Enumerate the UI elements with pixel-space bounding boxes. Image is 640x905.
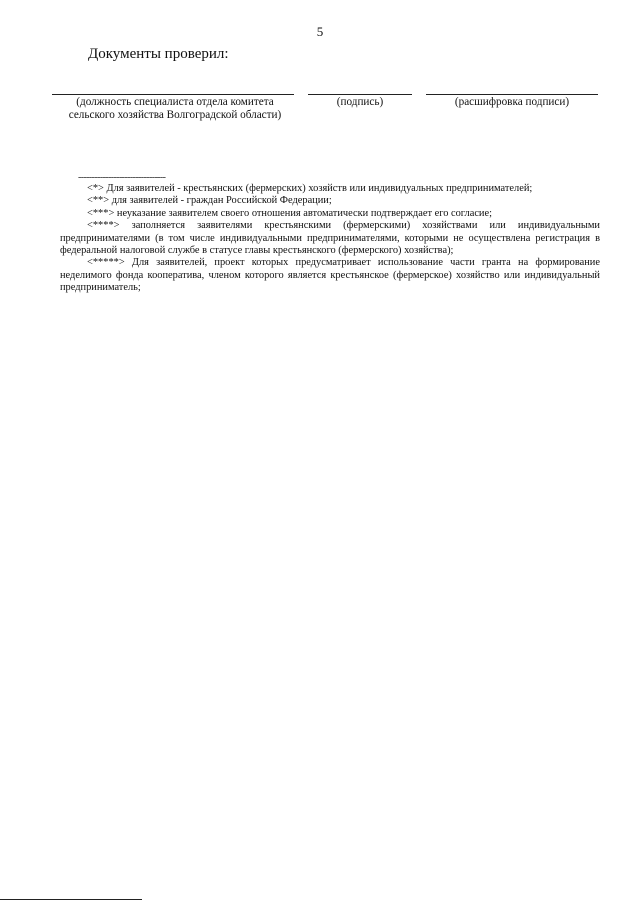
position-caption: (должность специалиста отдела комитета сельского хозяйства Волгоградской области) — [68, 96, 282, 121]
footnote-5: <*****> Для заявителей, проект которых предусматривает использование части гранта на формирование неделимого фонда кооператива, членом которого является крестьянское (фермерское) хозяйство или индивидуальный предприниматель; — [60, 257, 600, 294]
footnote-4: <****> заполняется заявителями крестьянскими (фермерскими) хозяйствами или индивидуальными предпринимателями (в том числе индивидуальными предпринимателями, которыми не осуществлена регистрация в федеральной налоговой службе в статусе главы крестьянского (фермерского) хозяйства); — [60, 220, 600, 257]
position-signature-line — [52, 94, 294, 95]
decoding-caption: (расшифровка подписи) — [454, 96, 570, 108]
footnote-2: <**> для заявителей - граждан Российской Федерации; — [87, 195, 332, 207]
footnote-3: <***> неуказание заявителем своего отношения автоматически подтверждает его согласие; — [87, 207, 492, 219]
signature-caption: (подпись) — [336, 96, 384, 108]
footnote-divider: -------------------------------- — [78, 172, 166, 183]
bottom-rule — [0, 899, 142, 900]
signature-line — [308, 94, 412, 95]
decoding-signature-line — [426, 94, 598, 95]
footnote-1: <*> Для заявителей - крестьянских (фермерских) хозяйств или индивидуальных предпринимателей; — [87, 183, 533, 194]
footnotes — [60, 183, 600, 295]
page-number: 5 — [316, 24, 324, 39]
documents-checked-by-label: Документы проверил: — [88, 46, 229, 62]
